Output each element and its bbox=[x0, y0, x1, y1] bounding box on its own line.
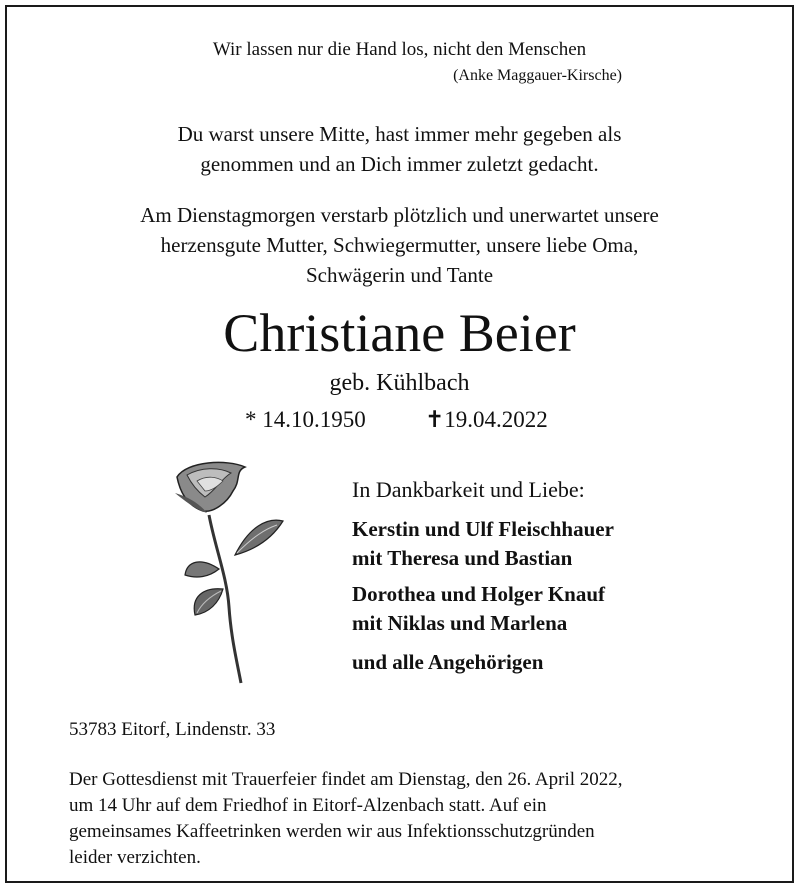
service-paragraph bbox=[69, 767, 749, 871]
service-line: gemeinsames Kaffeetrinken werden wir aus Infektionsschutzgründen bbox=[69, 821, 595, 842]
motto-author: (Anke Maggauer-Kirsche) bbox=[453, 67, 622, 84]
death-date: ✝19.04.2022 bbox=[425, 407, 548, 432]
mourner-line: Kerstin und Ulf Fleischhauer bbox=[352, 517, 614, 541]
intro-line: genommen und an Dich immer zuletzt gedacht. bbox=[200, 152, 599, 176]
mourner-line: Dorothea und Holger Knauf bbox=[352, 582, 606, 606]
mourner-line: und alle Angehörigen bbox=[352, 650, 544, 674]
mourner-group bbox=[352, 580, 605, 638]
intro-line: Du warst unsere Mitte, hast immer mehr gegeben als bbox=[177, 122, 622, 146]
address: 53783 Eitorf, Lindenstr. 33 bbox=[69, 719, 276, 740]
service-line: um 14 Uhr auf dem Friedhof in Eitorf-Alzenbach statt. Auf ein bbox=[69, 795, 547, 816]
motto-quote: Wir lassen nur die Hand los, nicht den Menschen bbox=[212, 39, 587, 60]
service-line: leider verzichten. bbox=[69, 847, 201, 868]
announcement-paragraph bbox=[7, 200, 792, 290]
intro-paragraph bbox=[7, 119, 792, 179]
deceased-name: Christiane Beier bbox=[223, 303, 576, 363]
mourner-group bbox=[352, 515, 614, 573]
maiden-name: geb. Kühlbach bbox=[329, 370, 470, 396]
announcement-line: Schwägerin und Tante bbox=[305, 263, 494, 287]
announcement-line: Am Dienstagmorgen verstarb plötzlich und unerwartet unsere bbox=[140, 203, 659, 227]
announcement-line: herzensgute Mutter, Schwiegermutter, unsere liebe Oma, bbox=[160, 233, 639, 257]
mourner-group bbox=[352, 648, 543, 677]
mourner-line: mit Niklas und Marlena bbox=[352, 611, 568, 635]
birth-date: * 14.10.1950 bbox=[245, 407, 366, 432]
service-line: Der Gottesdienst mit Trauerfeier findet am Dienstag, den 26. April 2022, bbox=[69, 769, 623, 790]
rose-icon bbox=[157, 457, 287, 687]
mourners-heading: In Dankbarkeit und Liebe: bbox=[352, 477, 585, 502]
mourner-line: mit Theresa und Bastian bbox=[352, 546, 573, 570]
obituary-card bbox=[5, 5, 794, 883]
